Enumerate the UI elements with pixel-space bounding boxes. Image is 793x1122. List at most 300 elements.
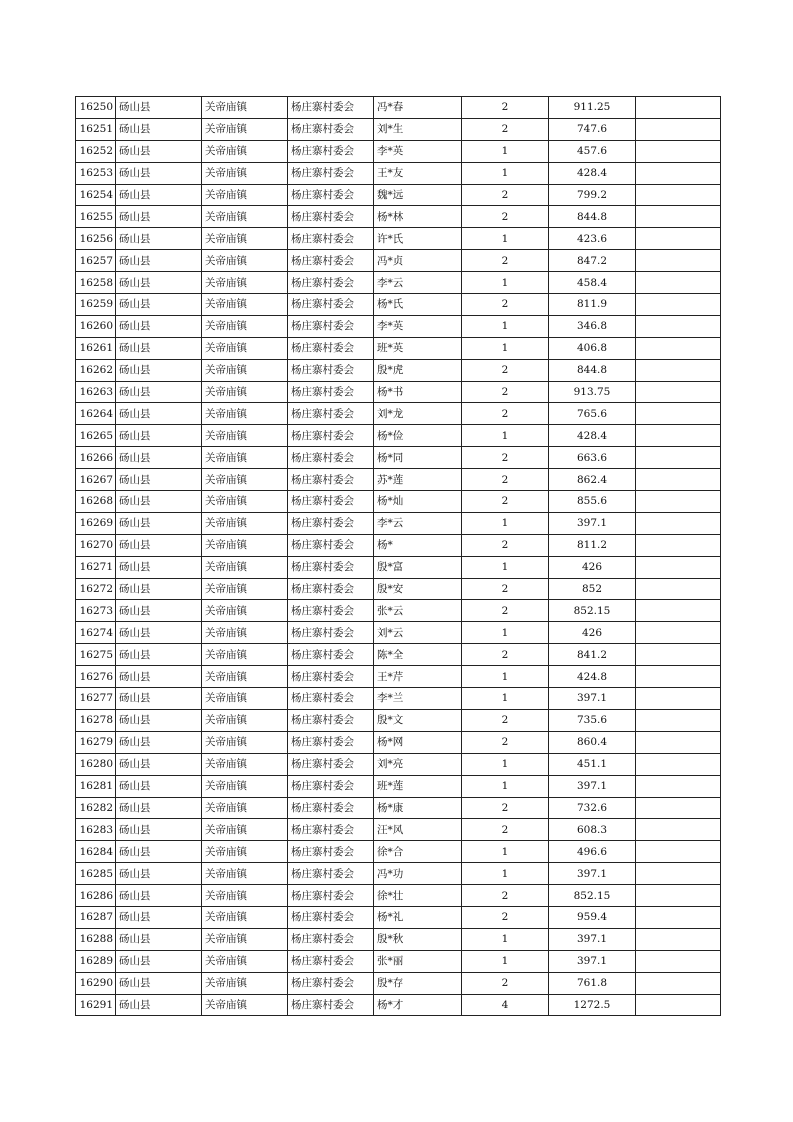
name-cell: 刘*龙 xyxy=(374,403,462,425)
amount-cell: 844.8 xyxy=(549,359,636,381)
county-cell: 砀山县 xyxy=(116,578,202,600)
county-cell: 砀山县 xyxy=(116,863,202,885)
household-count-cell: 1 xyxy=(462,928,549,950)
name-cell: 冯*功 xyxy=(374,863,462,885)
table-row xyxy=(76,994,721,1016)
table-row xyxy=(76,556,721,578)
town-cell: 关帝庙镇 xyxy=(202,337,288,359)
amount-cell: 860.4 xyxy=(549,731,636,753)
town-cell: 关帝庙镇 xyxy=(202,622,288,644)
amount-cell: 428.4 xyxy=(549,162,636,184)
village-cell: 杨庄寨村委会 xyxy=(288,491,374,513)
table-row xyxy=(76,97,721,119)
note-cell xyxy=(636,819,721,841)
village-cell: 杨庄寨村委会 xyxy=(288,118,374,140)
village-cell: 杨庄寨村委会 xyxy=(288,600,374,622)
table-row xyxy=(76,622,721,644)
table-row xyxy=(76,534,721,556)
household-count-cell: 2 xyxy=(462,294,549,316)
row-id-cell: 16271 xyxy=(76,556,116,578)
village-cell: 杨庄寨村委会 xyxy=(288,709,374,731)
amount-cell: 852 xyxy=(549,578,636,600)
household-count-cell: 2 xyxy=(462,250,549,272)
village-cell: 杨庄寨村委会 xyxy=(288,447,374,469)
town-cell: 关帝庙镇 xyxy=(202,469,288,491)
note-cell xyxy=(636,863,721,885)
household-count-cell: 4 xyxy=(462,994,549,1016)
town-cell: 关帝庙镇 xyxy=(202,228,288,250)
name-cell: 李*云 xyxy=(374,512,462,534)
row-id-cell: 16285 xyxy=(76,863,116,885)
amount-cell: 406.8 xyxy=(549,337,636,359)
table-row xyxy=(76,381,721,403)
county-cell: 砀山县 xyxy=(116,118,202,140)
amount-cell: 424.8 xyxy=(549,666,636,688)
household-count-cell: 2 xyxy=(462,644,549,666)
household-count-cell: 1 xyxy=(462,863,549,885)
note-cell xyxy=(636,381,721,403)
table-row xyxy=(76,666,721,688)
row-id-cell: 16263 xyxy=(76,381,116,403)
row-id-cell: 16289 xyxy=(76,950,116,972)
name-cell: 杨*书 xyxy=(374,381,462,403)
town-cell: 关帝庙镇 xyxy=(202,315,288,337)
note-cell xyxy=(636,797,721,819)
village-cell: 杨庄寨村委会 xyxy=(288,556,374,578)
town-cell: 关帝庙镇 xyxy=(202,491,288,513)
name-cell: 杨* xyxy=(374,534,462,556)
row-id-cell: 16284 xyxy=(76,841,116,863)
note-cell xyxy=(636,403,721,425)
household-count-cell: 1 xyxy=(462,512,549,534)
amount-cell: 397.1 xyxy=(549,928,636,950)
town-cell: 关帝庙镇 xyxy=(202,294,288,316)
table-row xyxy=(76,731,721,753)
name-cell: 刘*云 xyxy=(374,622,462,644)
household-count-cell: 2 xyxy=(462,578,549,600)
table-row xyxy=(76,447,721,469)
village-cell: 杨庄寨村委会 xyxy=(288,162,374,184)
county-cell: 砀山县 xyxy=(116,228,202,250)
note-cell xyxy=(636,359,721,381)
household-count-cell: 1 xyxy=(462,841,549,863)
note-cell xyxy=(636,950,721,972)
name-cell: 杨*网 xyxy=(374,731,462,753)
household-count-cell: 1 xyxy=(462,337,549,359)
row-id-cell: 16257 xyxy=(76,250,116,272)
village-cell: 杨庄寨村委会 xyxy=(288,885,374,907)
village-cell: 杨庄寨村委会 xyxy=(288,819,374,841)
table-row xyxy=(76,272,721,294)
county-cell: 砀山县 xyxy=(116,753,202,775)
village-cell: 杨庄寨村委会 xyxy=(288,184,374,206)
name-cell: 班*英 xyxy=(374,337,462,359)
note-cell xyxy=(636,753,721,775)
household-count-cell: 2 xyxy=(462,906,549,928)
name-cell: 刘*生 xyxy=(374,118,462,140)
name-cell: 殷*秋 xyxy=(374,928,462,950)
county-cell: 砀山县 xyxy=(116,994,202,1016)
town-cell: 关帝庙镇 xyxy=(202,731,288,753)
table-row xyxy=(76,359,721,381)
household-count-cell: 1 xyxy=(462,775,549,797)
row-id-cell: 16269 xyxy=(76,512,116,534)
table-row xyxy=(76,885,721,907)
town-cell: 关帝庙镇 xyxy=(202,797,288,819)
county-cell: 砀山县 xyxy=(116,797,202,819)
household-count-cell: 2 xyxy=(462,797,549,819)
village-cell: 杨庄寨村委会 xyxy=(288,753,374,775)
name-cell: 冯*春 xyxy=(374,97,462,119)
village-cell: 杨庄寨村委会 xyxy=(288,622,374,644)
table-body xyxy=(76,97,721,1016)
county-cell: 砀山县 xyxy=(116,644,202,666)
county-cell: 砀山县 xyxy=(116,972,202,994)
name-cell: 魏*远 xyxy=(374,184,462,206)
amount-cell: 862.4 xyxy=(549,469,636,491)
row-id-cell: 16290 xyxy=(76,972,116,994)
household-count-cell: 1 xyxy=(462,950,549,972)
town-cell: 关帝庙镇 xyxy=(202,425,288,447)
data-table xyxy=(75,96,721,1016)
table-row xyxy=(76,140,721,162)
row-id-cell: 16262 xyxy=(76,359,116,381)
note-cell xyxy=(636,972,721,994)
village-cell: 杨庄寨村委会 xyxy=(288,578,374,600)
county-cell: 砀山县 xyxy=(116,140,202,162)
village-cell: 杨庄寨村委会 xyxy=(288,97,374,119)
amount-cell: 799.2 xyxy=(549,184,636,206)
village-cell: 杨庄寨村委会 xyxy=(288,906,374,928)
table-row xyxy=(76,578,721,600)
table-row xyxy=(76,206,721,228)
row-id-cell: 16273 xyxy=(76,600,116,622)
row-id-cell: 16254 xyxy=(76,184,116,206)
amount-cell: 397.1 xyxy=(549,950,636,972)
row-id-cell: 16251 xyxy=(76,118,116,140)
household-count-cell: 2 xyxy=(462,206,549,228)
amount-cell: 811.2 xyxy=(549,534,636,556)
town-cell: 关帝庙镇 xyxy=(202,885,288,907)
note-cell xyxy=(636,688,721,710)
town-cell: 关帝庙镇 xyxy=(202,403,288,425)
village-cell: 杨庄寨村委会 xyxy=(288,841,374,863)
county-cell: 砀山县 xyxy=(116,359,202,381)
amount-cell: 423.6 xyxy=(549,228,636,250)
row-id-cell: 16259 xyxy=(76,294,116,316)
name-cell: 李*英 xyxy=(374,315,462,337)
name-cell: 班*莲 xyxy=(374,775,462,797)
name-cell: 张*丽 xyxy=(374,950,462,972)
village-cell: 杨庄寨村委会 xyxy=(288,972,374,994)
village-cell: 杨庄寨村委会 xyxy=(288,425,374,447)
row-id-cell: 16278 xyxy=(76,709,116,731)
village-cell: 杨庄寨村委会 xyxy=(288,731,374,753)
village-cell: 杨庄寨村委会 xyxy=(288,403,374,425)
household-count-cell: 2 xyxy=(462,97,549,119)
name-cell: 殷*富 xyxy=(374,556,462,578)
name-cell: 徐*壮 xyxy=(374,885,462,907)
town-cell: 关帝庙镇 xyxy=(202,863,288,885)
amount-cell: 844.8 xyxy=(549,206,636,228)
row-id-cell: 16277 xyxy=(76,688,116,710)
amount-cell: 451.1 xyxy=(549,753,636,775)
name-cell: 杨*灿 xyxy=(374,491,462,513)
village-cell: 杨庄寨村委会 xyxy=(288,775,374,797)
table-row xyxy=(76,469,721,491)
note-cell xyxy=(636,994,721,1016)
amount-cell: 761.8 xyxy=(549,972,636,994)
name-cell: 殷*文 xyxy=(374,709,462,731)
county-cell: 砀山县 xyxy=(116,556,202,578)
county-cell: 砀山县 xyxy=(116,97,202,119)
town-cell: 关帝庙镇 xyxy=(202,556,288,578)
village-cell: 杨庄寨村委会 xyxy=(288,206,374,228)
note-cell xyxy=(636,885,721,907)
amount-cell: 855.6 xyxy=(549,491,636,513)
row-id-cell: 16268 xyxy=(76,491,116,513)
row-id-cell: 16270 xyxy=(76,534,116,556)
row-id-cell: 16252 xyxy=(76,140,116,162)
county-cell: 砀山县 xyxy=(116,906,202,928)
village-cell: 杨庄寨村委会 xyxy=(288,534,374,556)
row-id-cell: 16264 xyxy=(76,403,116,425)
name-cell: 陈*全 xyxy=(374,644,462,666)
name-cell: 杨*俭 xyxy=(374,425,462,447)
county-cell: 砀山县 xyxy=(116,666,202,688)
note-cell xyxy=(636,250,721,272)
amount-cell: 397.1 xyxy=(549,775,636,797)
name-cell: 殷*安 xyxy=(374,578,462,600)
row-id-cell: 16280 xyxy=(76,753,116,775)
town-cell: 关帝庙镇 xyxy=(202,162,288,184)
town-cell: 关帝庙镇 xyxy=(202,841,288,863)
amount-cell: 346.8 xyxy=(549,315,636,337)
county-cell: 砀山县 xyxy=(116,534,202,556)
town-cell: 关帝庙镇 xyxy=(202,512,288,534)
county-cell: 砀山县 xyxy=(116,512,202,534)
village-cell: 杨庄寨村委会 xyxy=(288,666,374,688)
household-count-cell: 2 xyxy=(462,600,549,622)
row-id-cell: 16272 xyxy=(76,578,116,600)
name-cell: 杨*林 xyxy=(374,206,462,228)
note-cell xyxy=(636,447,721,469)
county-cell: 砀山县 xyxy=(116,184,202,206)
name-cell: 徐*合 xyxy=(374,841,462,863)
county-cell: 砀山县 xyxy=(116,950,202,972)
town-cell: 关帝庙镇 xyxy=(202,709,288,731)
table-row xyxy=(76,184,721,206)
row-id-cell: 16282 xyxy=(76,797,116,819)
note-cell xyxy=(636,425,721,447)
village-cell: 杨庄寨村委会 xyxy=(288,688,374,710)
county-cell: 砀山县 xyxy=(116,469,202,491)
row-id-cell: 16279 xyxy=(76,731,116,753)
household-count-cell: 2 xyxy=(462,447,549,469)
name-cell: 杨*康 xyxy=(374,797,462,819)
table-row xyxy=(76,162,721,184)
household-count-cell: 2 xyxy=(462,819,549,841)
household-count-cell: 2 xyxy=(462,972,549,994)
name-cell: 杨*同 xyxy=(374,447,462,469)
town-cell: 关帝庙镇 xyxy=(202,534,288,556)
row-id-cell: 16255 xyxy=(76,206,116,228)
row-id-cell: 16283 xyxy=(76,819,116,841)
table-row xyxy=(76,315,721,337)
name-cell: 张*云 xyxy=(374,600,462,622)
table-row xyxy=(76,753,721,775)
village-cell: 杨庄寨村委会 xyxy=(288,797,374,819)
county-cell: 砀山县 xyxy=(116,381,202,403)
amount-cell: 426 xyxy=(549,622,636,644)
note-cell xyxy=(636,315,721,337)
table-row xyxy=(76,644,721,666)
name-cell: 王*友 xyxy=(374,162,462,184)
village-cell: 杨庄寨村委会 xyxy=(288,140,374,162)
county-cell: 砀山县 xyxy=(116,162,202,184)
row-id-cell: 16258 xyxy=(76,272,116,294)
row-id-cell: 16281 xyxy=(76,775,116,797)
town-cell: 关帝庙镇 xyxy=(202,666,288,688)
town-cell: 关帝庙镇 xyxy=(202,950,288,972)
county-cell: 砀山县 xyxy=(116,600,202,622)
town-cell: 关帝庙镇 xyxy=(202,250,288,272)
note-cell xyxy=(636,228,721,250)
county-cell: 砀山县 xyxy=(116,403,202,425)
town-cell: 关帝庙镇 xyxy=(202,972,288,994)
row-id-cell: 16274 xyxy=(76,622,116,644)
row-id-cell: 16265 xyxy=(76,425,116,447)
amount-cell: 911.25 xyxy=(549,97,636,119)
county-cell: 砀山县 xyxy=(116,447,202,469)
household-count-cell: 2 xyxy=(462,381,549,403)
village-cell: 杨庄寨村委会 xyxy=(288,469,374,491)
household-count-cell: 1 xyxy=(462,162,549,184)
village-cell: 杨庄寨村委会 xyxy=(288,381,374,403)
table-row xyxy=(76,709,721,731)
town-cell: 关帝庙镇 xyxy=(202,272,288,294)
village-cell: 杨庄寨村委会 xyxy=(288,294,374,316)
county-cell: 砀山县 xyxy=(116,819,202,841)
note-cell xyxy=(636,140,721,162)
table-row xyxy=(76,928,721,950)
note-cell xyxy=(636,666,721,688)
note-cell xyxy=(636,272,721,294)
county-cell: 砀山县 xyxy=(116,731,202,753)
amount-cell: 428.4 xyxy=(549,425,636,447)
amount-cell: 397.1 xyxy=(549,863,636,885)
amount-cell: 397.1 xyxy=(549,512,636,534)
row-id-cell: 16276 xyxy=(76,666,116,688)
town-cell: 关帝庙镇 xyxy=(202,184,288,206)
row-id-cell: 16266 xyxy=(76,447,116,469)
table-row xyxy=(76,863,721,885)
amount-cell: 811.9 xyxy=(549,294,636,316)
household-count-cell: 2 xyxy=(462,731,549,753)
note-cell xyxy=(636,906,721,928)
name-cell: 殷*存 xyxy=(374,972,462,994)
household-count-cell: 1 xyxy=(462,753,549,775)
table-row xyxy=(76,775,721,797)
village-cell: 杨庄寨村委会 xyxy=(288,228,374,250)
note-cell xyxy=(636,841,721,863)
town-cell: 关帝庙镇 xyxy=(202,140,288,162)
table-row xyxy=(76,797,721,819)
town-cell: 关帝庙镇 xyxy=(202,688,288,710)
town-cell: 关帝庙镇 xyxy=(202,578,288,600)
town-cell: 关帝庙镇 xyxy=(202,206,288,228)
row-id-cell: 16275 xyxy=(76,644,116,666)
table-row xyxy=(76,841,721,863)
county-cell: 砀山县 xyxy=(116,775,202,797)
household-count-cell: 2 xyxy=(462,469,549,491)
town-cell: 关帝庙镇 xyxy=(202,447,288,469)
table-row xyxy=(76,294,721,316)
amount-cell: 747.6 xyxy=(549,118,636,140)
table-row xyxy=(76,403,721,425)
row-id-cell: 16286 xyxy=(76,885,116,907)
village-cell: 杨庄寨村委会 xyxy=(288,950,374,972)
table-row xyxy=(76,972,721,994)
amount-cell: 426 xyxy=(549,556,636,578)
note-cell xyxy=(636,294,721,316)
row-id-cell: 16260 xyxy=(76,315,116,337)
name-cell: 李*兰 xyxy=(374,688,462,710)
amount-cell: 852.15 xyxy=(549,600,636,622)
note-cell xyxy=(636,491,721,513)
village-cell: 杨庄寨村委会 xyxy=(288,272,374,294)
town-cell: 关帝庙镇 xyxy=(202,118,288,140)
household-count-cell: 2 xyxy=(462,709,549,731)
county-cell: 砀山县 xyxy=(116,885,202,907)
name-cell: 杨*氏 xyxy=(374,294,462,316)
household-count-cell: 1 xyxy=(462,272,549,294)
name-cell: 杨*礼 xyxy=(374,906,462,928)
town-cell: 关帝庙镇 xyxy=(202,644,288,666)
table-row xyxy=(76,906,721,928)
amount-cell: 457.6 xyxy=(549,140,636,162)
note-cell xyxy=(636,534,721,556)
note-cell xyxy=(636,600,721,622)
household-count-cell: 2 xyxy=(462,885,549,907)
note-cell xyxy=(636,928,721,950)
household-count-cell: 2 xyxy=(462,359,549,381)
amount-cell: 608.3 xyxy=(549,819,636,841)
table-row xyxy=(76,425,721,447)
village-cell: 杨庄寨村委会 xyxy=(288,863,374,885)
county-cell: 砀山县 xyxy=(116,688,202,710)
table-row xyxy=(76,950,721,972)
name-cell: 杨*才 xyxy=(374,994,462,1016)
name-cell: 李*英 xyxy=(374,140,462,162)
name-cell: 苏*莲 xyxy=(374,469,462,491)
town-cell: 关帝庙镇 xyxy=(202,600,288,622)
village-cell: 杨庄寨村委会 xyxy=(288,644,374,666)
village-cell: 杨庄寨村委会 xyxy=(288,315,374,337)
row-id-cell: 16267 xyxy=(76,469,116,491)
county-cell: 砀山县 xyxy=(116,272,202,294)
county-cell: 砀山县 xyxy=(116,622,202,644)
household-count-cell: 1 xyxy=(462,425,549,447)
name-cell: 许*氏 xyxy=(374,228,462,250)
village-cell: 杨庄寨村委会 xyxy=(288,359,374,381)
amount-cell: 496.6 xyxy=(549,841,636,863)
household-count-cell: 2 xyxy=(462,118,549,140)
table-row xyxy=(76,819,721,841)
row-id-cell: 16287 xyxy=(76,906,116,928)
note-cell xyxy=(636,709,721,731)
town-cell: 关帝庙镇 xyxy=(202,928,288,950)
